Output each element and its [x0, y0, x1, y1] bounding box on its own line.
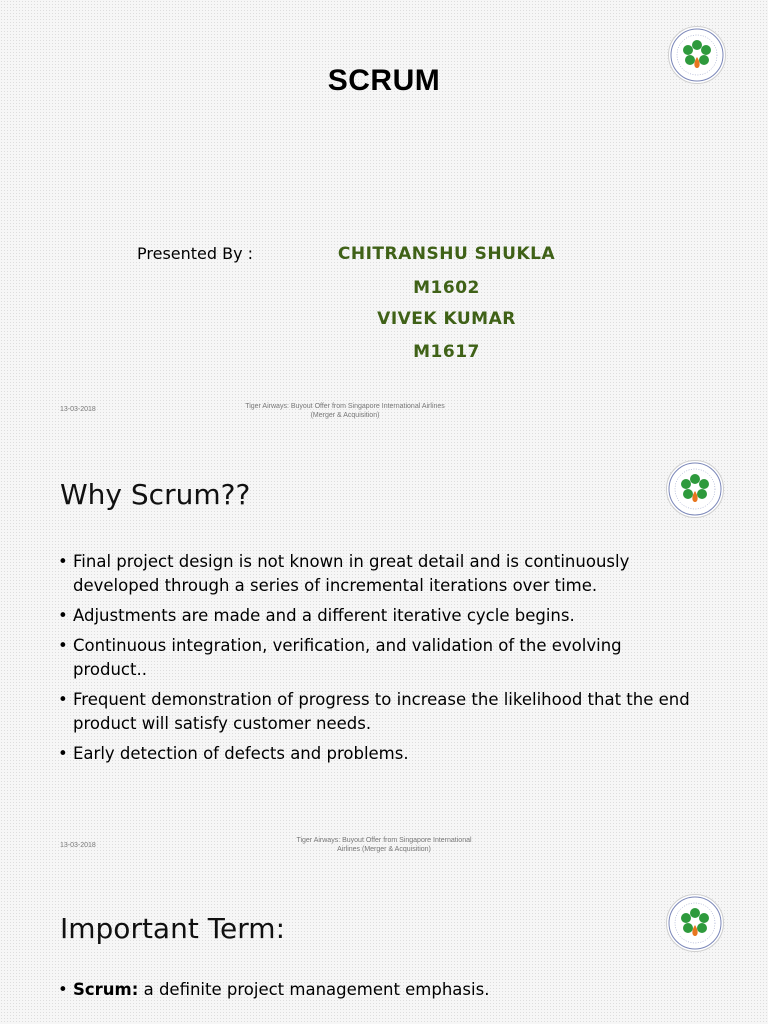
presenter-name-1: CHITRANSHU SHUKLA — [337, 244, 556, 264]
slide-title-page — [0, 0, 768, 440]
slide-important-term — [0, 860, 768, 1024]
bullet-list — [56, 550, 696, 772]
footer-caption-line-2: (Merger & Acquisition) — [310, 412, 380, 419]
presenter-roll-1: M1602 — [413, 278, 480, 298]
presentation-title: SCRUM — [327, 64, 441, 97]
slide-heading: Why Scrum?? — [60, 478, 251, 511]
bullet-item: • Continuous integration, verification, and validation of the evolving product.. — [56, 634, 696, 682]
footer-caption — [200, 402, 490, 420]
presenter-roll-2: M1617 — [413, 342, 480, 362]
bullet-item: • Adjustments are made and a different iterative cycle begins. — [56, 604, 696, 628]
term-label: Scrum: — [73, 980, 139, 999]
footer-date: 13-03-2018 — [60, 406, 96, 413]
institute-emblem-icon — [666, 460, 724, 518]
term-definition: a definite project management emphasis. — [138, 980, 490, 999]
presented-by-label: Presented By : — [137, 244, 254, 263]
bullet-item: • Early detection of defects and problems. — [56, 742, 696, 766]
institute-emblem-icon — [666, 894, 724, 952]
slide-heading: Important Term: — [60, 912, 286, 945]
footer-caption-line-1: Tiger Airways: Buyout Offer from Singapore International — [296, 837, 472, 844]
slide-why-scrum — [0, 440, 768, 860]
bullet-item — [56, 978, 696, 1002]
bullet-item: • Final project design is not known in great detail and is continuously developed through a series of incremental iterations over time. — [56, 550, 696, 598]
bullet-list — [56, 978, 696, 1008]
footer-caption — [264, 836, 504, 854]
footer-date: 13-03-2018 — [60, 842, 96, 849]
presenter-name-2: VIVEK KUMAR — [377, 309, 516, 329]
footer-caption-line-1: Tiger Airways: Buyout Offer from Singapore International Airlines — [245, 403, 445, 410]
footer-caption-line-2: Airlines (Merger & Acquisition) — [337, 846, 431, 853]
bullet-item: • Frequent demonstration of progress to increase the likelihood that the end product will satisfy customer needs. — [56, 688, 696, 736]
